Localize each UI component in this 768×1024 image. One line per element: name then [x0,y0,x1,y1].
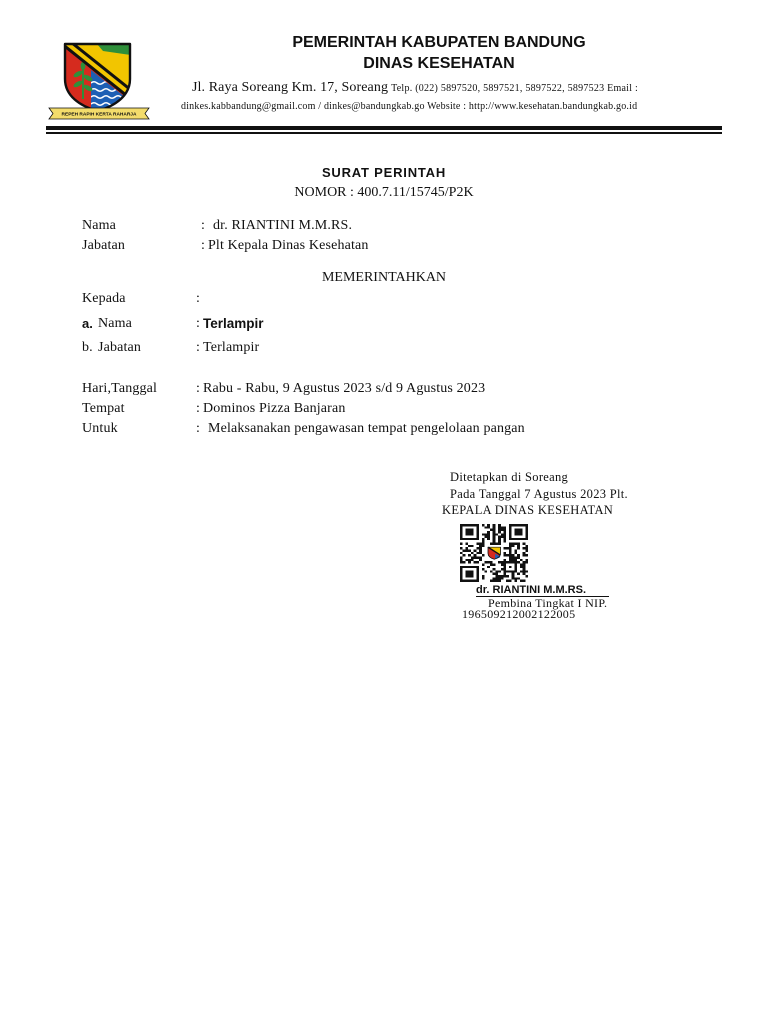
qr-center-emblem-icon [486,546,502,560]
recipient-separator: : [196,291,201,306]
kabupaten-bandung-emblem-icon [47,39,151,123]
recipient-label: Kepada [82,291,126,306]
signature-office: KEPALA DINAS KESEHATAN [442,503,614,517]
recipient-name-value: Terlampir [203,316,264,331]
phone-email-label: Telp. (022) 5897520, 5897521, 5897522, 5897523 Email : [391,83,639,94]
place-label: Tempat [82,401,125,416]
issuer-name-label: Nama [82,218,117,233]
issuer-position-value: Plt Kepala Dinas Kesehatan [208,238,369,253]
place-separator: : [196,401,201,416]
street-address: Jl. Raya Soreang Km. 17, Soreang [192,80,389,95]
issuer-name-separator: : [201,218,206,233]
issuer-position-separator: : [201,238,206,253]
department-name: DINAS KESEHATAN [363,55,515,72]
recipient-position-marker: b. [82,340,93,355]
recipient-position-separator: : [196,340,201,355]
signatory-nip: 196509212002122005 [462,607,576,621]
signature-date-line: Pada Tanggal 7 Agustus 2023 Plt. [450,487,628,501]
recipient-name-label: Nama [98,316,133,331]
issuer-position-label: Jabatan [82,238,126,253]
recipient-name-separator: : [196,316,201,331]
purpose-value: Melaksanakan pengawasan tempat pengelolaan pangan [208,421,525,436]
date-value: Rabu - Rabu, 9 Agustus 2023 s/d 9 Agustus 2023 [203,381,486,396]
signature-place-line: Ditetapkan di Soreang [450,470,569,484]
purpose-separator: : [196,421,201,436]
qr-code-icon [460,524,528,582]
letterhead-rule-thick [46,126,722,130]
date-separator: : [196,381,201,396]
emblem-motto: REPEH RAPIH KERTA RAHARJA [61,112,137,118]
document-title: SURAT PERINTAH [321,165,447,180]
letterhead-rule-thin [46,132,722,134]
place-value: Dominos Pizza Banjaran [203,401,346,416]
agency-name: PEMERINTAH KABUPATEN BANDUNG [292,34,586,51]
recipient-name-marker: a. [82,316,93,331]
address-line [192,80,638,97]
date-label: Hari,Tanggal [82,381,158,396]
recipient-position-label: Jabatan [98,340,142,355]
document-number: NOMOR : 400.7.11/15745/P2K [294,185,474,200]
purpose-label: Untuk [82,421,118,436]
contact-line: dinkes.kabbandung@gmail.com / dinkes@bandungkab.go Website : http://www.kesehatan.bandungkab.go.id [181,101,638,112]
command-heading: MEMERINTAHKAN [321,270,447,285]
issuer-name-value: dr. RIANTINI M.M.RS. [213,218,353,233]
recipient-position-value: Terlampir [203,340,260,355]
signatory-name: dr. RIANTINI M.M.RS. [476,584,609,597]
signatory-rank: Pembina Tingkat I NIP. [488,596,608,610]
